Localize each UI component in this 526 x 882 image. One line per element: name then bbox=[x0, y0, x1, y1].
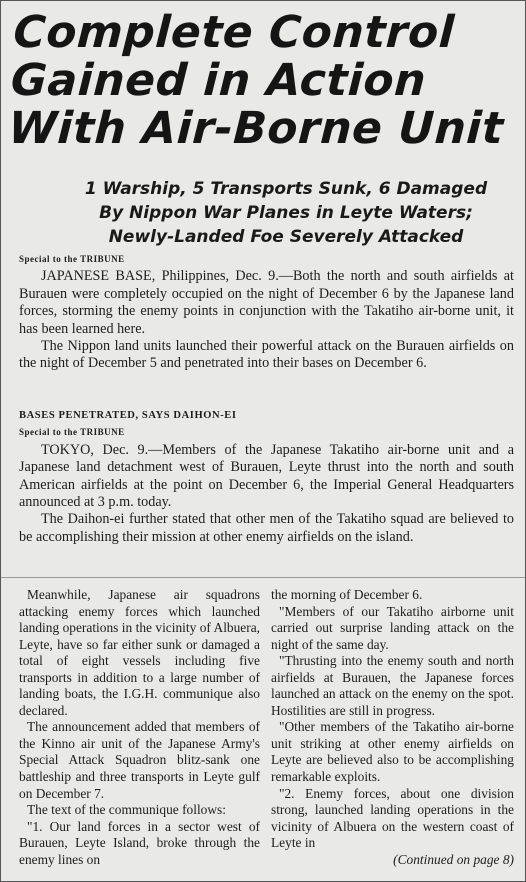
column-paragraph: Meanwhile, Japanese air squadrons attacking enemy forces which launched landing operations in the vicinity of Albuera, Leyte, have so far either sunk or damaged a total of eight vessels including five transports in addition to a large number of landing boats, the I.G.H. communique also declared. bbox=[19, 587, 260, 718]
headline-line: With Air-Borne Unit bbox=[7, 103, 505, 154]
column-paragraph: "Thrusting into the enemy south and north airfields at Burauen, the Japanese forces launched an attack on the enemy on the spot. Hostilities are still in progress. bbox=[271, 653, 514, 718]
byline-credit: Special to the TRIBUNE bbox=[19, 427, 125, 438]
deck-line: Newly-Landed Foe Severely Attacked bbox=[108, 227, 464, 247]
column-paragraph: "Other members of the Takatiho air-borne unit striking at other enemy airfields on Leyte are believed also to be accomplishing remarkable exploits. bbox=[271, 719, 514, 785]
headline-line: Gained in Action bbox=[9, 55, 428, 106]
story-burauen bbox=[19, 251, 514, 373]
column-paragraph: "1. Our land forces in a sector west of Burauen, Leyte Island, broke through the enemy lines on bbox=[19, 818, 260, 867]
story-paragraph: The Nippon land units launched their powerful attack on the Burauen airfields on the night of December 5 and penetrated into their bases on December 6. bbox=[19, 338, 514, 372]
headline-line: Complete Control bbox=[12, 7, 456, 58]
left-column bbox=[19, 587, 260, 868]
deck-line: By Nippon War Planes in Leyte Waters; bbox=[99, 203, 473, 223]
continued-notice: (Continued on page 8) bbox=[393, 851, 514, 867]
column-paragraph: the morning of December 6. bbox=[271, 587, 423, 602]
column-divider-rule bbox=[1, 577, 525, 578]
headline bbox=[7, 9, 525, 153]
column-paragraph: "Members of our Takatiho airborne unit carried out surprise landing attack on the night of the same day. bbox=[271, 603, 514, 652]
deck-line: 1 Warship, 5 Transports Sunk, 6 Damaged bbox=[84, 179, 488, 199]
section-subhead: BASES PENETRATED, SAYS DAIHON-EI bbox=[19, 410, 237, 421]
story-paragraph: TOKYO, Dec. 9.—Members of the Japanese Takatiho air-borne unit and a Japanese land detachment west of Burauen, Leyte thrust into the north and south American airfields at the point on December 6, the Imperial General Headquarters announced at 3 p.m. today. bbox=[19, 441, 514, 511]
column-paragraph: The text of the communique follows: bbox=[27, 802, 226, 818]
right-column bbox=[271, 587, 514, 868]
story-paragraph: JAPANESE BASE, Philippines, Dec. 9.—Both the north and south airfields at Burauen were completely occupied on the night of December 6 by the Japanese land forces, storming the enemy points in conjunction with the Takatiho air-borne unit, it has been learned here. bbox=[19, 268, 514, 337]
column-paragraph: "2. Enemy forces, about one division strong, launched landing operations in the vicinity of Albuera on the western coast of Leyte in bbox=[271, 785, 514, 851]
story-paragraph: The Daihon-ei further stated that other men of the Takatiho squad are believed to be accomplishing their mission at other enemy airfields on the island. bbox=[19, 511, 514, 545]
column-paragraph: The announcement added that members of the Kinno air unit of the Japanese Army's Special Attack Squadron blitz-sank one battleship and three transports in Leyte gulf on December 7. bbox=[19, 719, 260, 801]
subheadline-deck bbox=[61, 177, 511, 249]
byline-credit: Special to the TRIBUNE bbox=[19, 254, 125, 264]
story-daihon-ei bbox=[19, 407, 514, 546]
